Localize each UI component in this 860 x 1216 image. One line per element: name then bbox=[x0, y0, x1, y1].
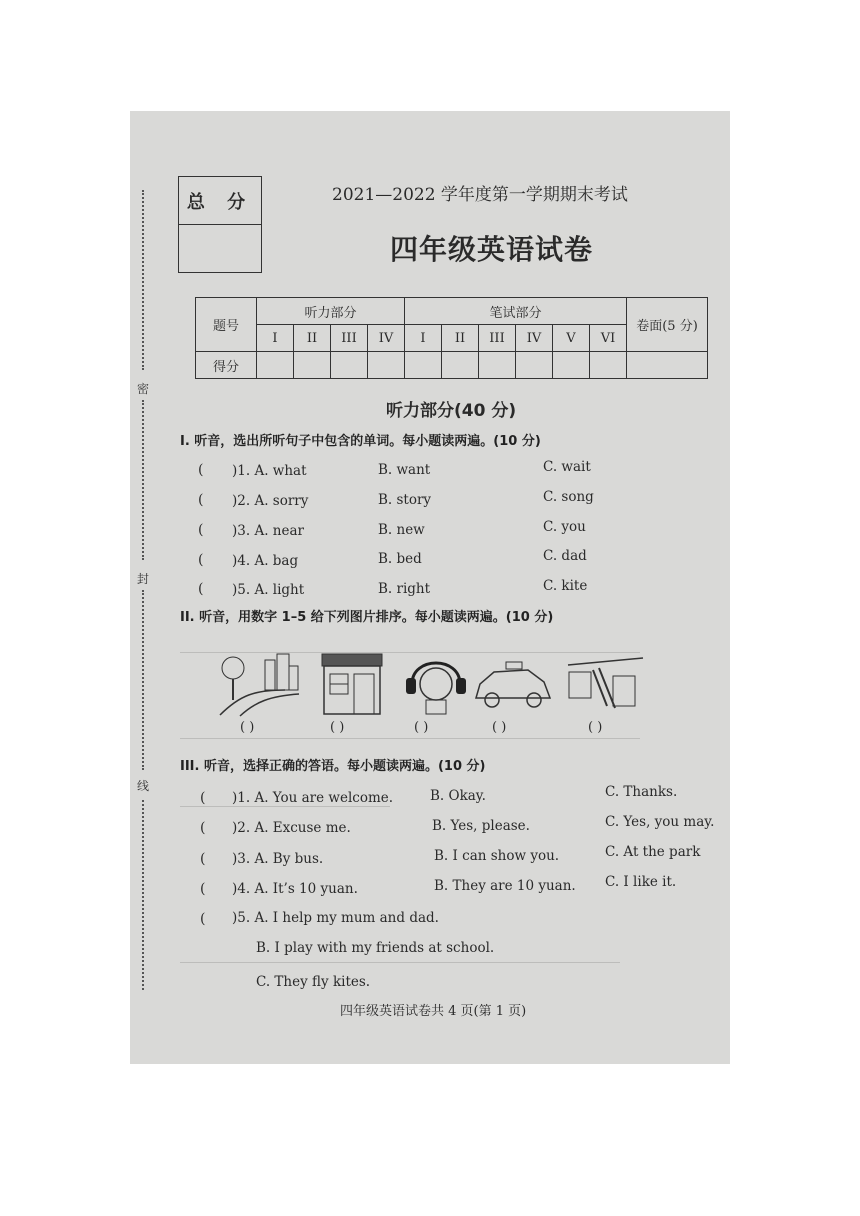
score-cell[interactable] bbox=[442, 352, 479, 379]
score-cell[interactable] bbox=[479, 352, 516, 379]
answer-paren[interactable]: ( bbox=[198, 492, 204, 508]
part1-item-a: )1. A. what bbox=[232, 463, 307, 479]
listening-col: IV bbox=[368, 325, 405, 352]
picture-answer-blank[interactable]: ( ) bbox=[330, 720, 345, 735]
divider bbox=[180, 738, 640, 739]
part1-item-c: C. wait bbox=[543, 459, 591, 475]
listening-col: II bbox=[294, 325, 331, 352]
part1-item-b: B. story bbox=[378, 492, 432, 508]
part3-item-b: B. Okay. bbox=[430, 788, 486, 804]
part3-item-a: )1. A. You are welcome. bbox=[232, 790, 394, 806]
score-cell[interactable] bbox=[553, 352, 590, 379]
part1-item-b: B. want bbox=[378, 462, 431, 478]
part3-item-c: C. At the park bbox=[605, 844, 701, 860]
answer-paren[interactable]: ( bbox=[200, 911, 206, 927]
part3-item-c: C. They fly kites. bbox=[256, 974, 371, 990]
score-cell[interactable] bbox=[516, 352, 553, 379]
writing-col: IV bbox=[516, 325, 553, 352]
part1-item-c: C. dad bbox=[543, 548, 587, 564]
score-cell[interactable] bbox=[405, 352, 442, 379]
part3-item-b: B. I play with my friends at school. bbox=[256, 940, 495, 956]
listening-col: III bbox=[331, 325, 368, 352]
score-cell[interactable] bbox=[331, 352, 368, 379]
answer-paren[interactable]: ( bbox=[200, 790, 206, 806]
part1-item-c: C. song bbox=[543, 489, 594, 505]
binding-dotted-line bbox=[142, 190, 144, 370]
writing-col: VI bbox=[590, 325, 627, 352]
binding-dotted-line bbox=[142, 590, 144, 770]
score-cell[interactable] bbox=[257, 352, 294, 379]
answer-paren[interactable]: ( bbox=[198, 581, 204, 597]
answer-paren[interactable]: ( bbox=[198, 462, 204, 478]
part3-item-b: B. They are 10 yuan. bbox=[434, 878, 576, 894]
score-cell[interactable] bbox=[368, 352, 405, 379]
seal-mark-feng: 封 bbox=[137, 572, 150, 586]
part3-item-c: C. Yes, you may. bbox=[605, 814, 715, 830]
score-table bbox=[195, 297, 708, 379]
score-cell[interactable] bbox=[590, 352, 627, 379]
part3-item-a: )4. A. It’s 10 yuan. bbox=[232, 881, 358, 897]
writing-col: III bbox=[479, 325, 516, 352]
total-score-label: 总 分 bbox=[179, 177, 261, 225]
divider bbox=[180, 806, 390, 807]
seal-mark-xian: 线 bbox=[137, 779, 150, 793]
writing-col: I bbox=[405, 325, 442, 352]
street-crossing-icon bbox=[563, 650, 648, 720]
answer-paren[interactable]: ( bbox=[200, 851, 206, 867]
part1-heading: I. 听音，选出所听句子中包含的单词。每小题读两遍。(10 分) bbox=[180, 434, 541, 449]
part1-item-c: C. kite bbox=[543, 578, 588, 594]
binding-dotted-line bbox=[142, 400, 144, 560]
part2-heading: II. 听音，用数字 1–5 给下列图片排序。每小题读两遍。(10 分) bbox=[180, 610, 554, 625]
part3-item-a: )2. A. Excuse me. bbox=[232, 820, 351, 836]
part1-item-a: )2. A. sorry bbox=[232, 493, 309, 509]
picture-answer-blank[interactable]: ( ) bbox=[492, 720, 507, 735]
neatness-header: 卷面(5 分) bbox=[627, 298, 708, 352]
part3-item-b: B. I can show you. bbox=[434, 848, 560, 864]
writing-col: II bbox=[442, 325, 479, 352]
part3-heading: III. 听音，选择正确的答语。每小题读两遍。(10 分) bbox=[180, 759, 486, 774]
part3-item-a: )3. A. By bus. bbox=[232, 851, 324, 867]
answer-paren[interactable]: ( bbox=[198, 552, 204, 568]
part3-item-a: )5. A. I help my mum and dad. bbox=[232, 910, 439, 926]
part1-item-b: B. right bbox=[378, 581, 431, 597]
shop-icon bbox=[316, 650, 401, 720]
part1-item-b: B. bed bbox=[378, 551, 422, 567]
part3-item-b: B. Yes, please. bbox=[432, 818, 530, 834]
score-cell[interactable] bbox=[627, 352, 708, 379]
score-row-label: 得分 bbox=[196, 352, 257, 379]
part1-item-a: )5. A. light bbox=[232, 582, 305, 598]
part3-item-c: C. Thanks. bbox=[605, 784, 678, 800]
picture-answer-blank[interactable]: ( ) bbox=[588, 720, 603, 735]
exam-title: 四年级英语试卷 bbox=[390, 233, 594, 266]
writing-col: V bbox=[553, 325, 590, 352]
listening-col: I bbox=[257, 325, 294, 352]
picture-answer-blank[interactable]: ( ) bbox=[240, 720, 255, 735]
part1-item-b: B. new bbox=[378, 522, 425, 538]
exam-year-line: 2021—2022 学年度第一学期期末考试 bbox=[332, 185, 628, 205]
listening-group-header: 听力部分 bbox=[257, 298, 405, 325]
binding-dotted-line bbox=[142, 800, 144, 990]
page-footer: 四年级英语试卷共 4 页(第 1 页) bbox=[340, 1004, 527, 1019]
divider bbox=[180, 962, 620, 963]
part3-item-c: C. I like it. bbox=[605, 874, 677, 890]
score-cell[interactable] bbox=[294, 352, 331, 379]
answer-paren[interactable]: ( bbox=[198, 522, 204, 538]
total-score-box bbox=[178, 176, 262, 273]
road-scene-icon bbox=[215, 650, 300, 720]
answer-paren[interactable]: ( bbox=[200, 881, 206, 897]
listening-section-title: 听力部分(40 分) bbox=[386, 401, 517, 421]
part1-item-a: )3. A. near bbox=[232, 523, 304, 539]
seal-mark-mi: 密 bbox=[137, 382, 150, 396]
part1-item-c: C. you bbox=[543, 519, 586, 535]
answer-paren[interactable]: ( bbox=[200, 820, 206, 836]
picture-answer-blank[interactable]: ( ) bbox=[414, 720, 429, 735]
question-number-label: 题号 bbox=[196, 298, 257, 352]
writing-group-header: 笔试部分 bbox=[405, 298, 627, 325]
part1-item-a: )4. A. bag bbox=[232, 553, 299, 569]
taxi-icon bbox=[470, 650, 555, 720]
